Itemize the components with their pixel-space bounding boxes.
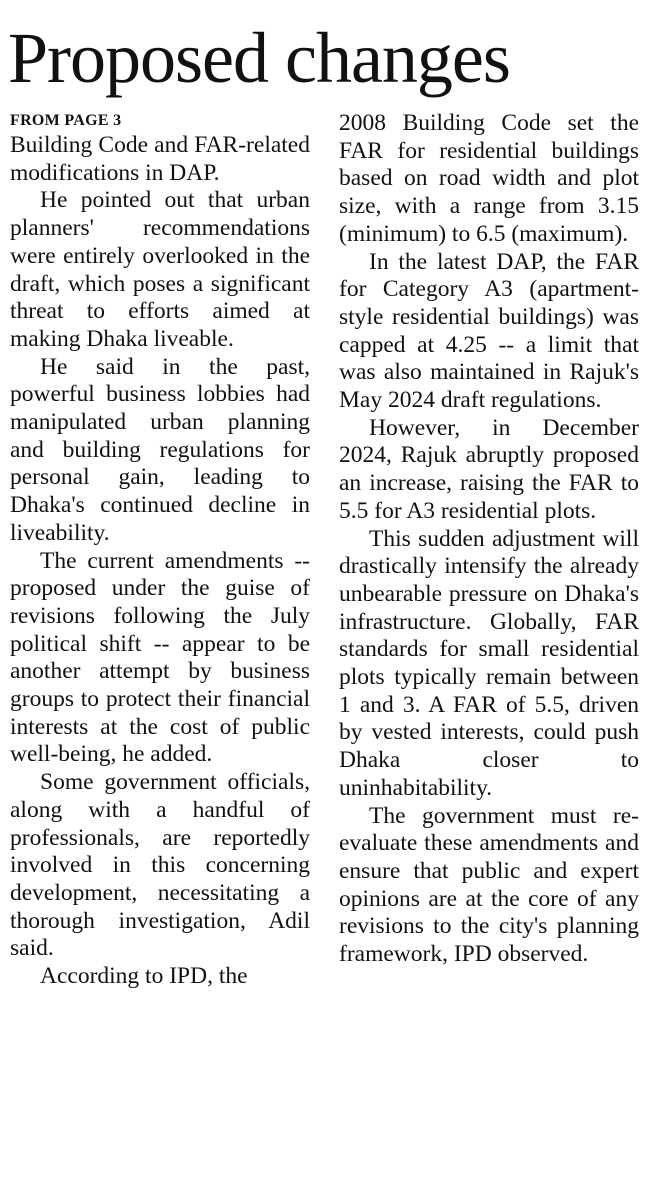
paragraph: This sudden adjustment will drastically intensify the already unbearable pressure on Dhaka's infrastructure. Globally, FAR standards for small residential plots typically remain between 1 and 3. A FAR of 5.5, driven by vested interests, could push Dhaka closer to uninhabitability.	[339, 525, 639, 801]
paragraph: 2008 Building Code set the FAR for residential buildings based on road width and plot size, with a range from 3.15 (minimum) to 6.5 (maximum).	[339, 110, 639, 247]
paragraph: Some government officials, along with a handful of professionals, are reportedly involved in this concerning development, necessitating a thorough investigation, Adil said.	[10, 769, 310, 962]
paragraph: In the latest DAP, the FAR for Category A3 (apartment-style residential buildings) was capped at 4.25 -- a limit that was also maintained in Rajuk's May 2024 draft regulations.	[339, 248, 639, 414]
jump-line: FROM PAGE 3	[10, 112, 122, 129]
paragraph: However, in December 2024, Rajuk abruptly proposed an increase, raising the FAR to 5.5 for A3 residential plots.	[339, 414, 639, 524]
paragraph: The government must re-evaluate these amendments and ensure that public and expert opinions are at the core of any revisions to the city's planning framework, IPD observed.	[339, 802, 639, 968]
paragraph: He said in the past, powerful business lobbies had manipulated urban planning and building regulations for personal gain, leading to Dhaka's continued decline in liveability.	[10, 353, 310, 546]
article-column-right	[339, 110, 639, 969]
paragraph: Building Code and FAR-related modifications in DAP.	[10, 132, 310, 186]
paragraph: According to IPD, the	[40, 963, 248, 990]
paragraph: He pointed out that urban planners' recommendations were entirely overlooked in the draft, which poses a significant threat to efforts aimed at making Dhaka liveable.	[10, 187, 310, 352]
headline: Proposed changes	[8, 18, 510, 98]
article-column-left	[10, 110, 310, 991]
paragraph: The current amendments -- proposed under the guise of revisions following the July political shift -- appear to be another attempt by business groups to protect their financial interests at the cost of public well-being, he added.	[10, 547, 310, 768]
